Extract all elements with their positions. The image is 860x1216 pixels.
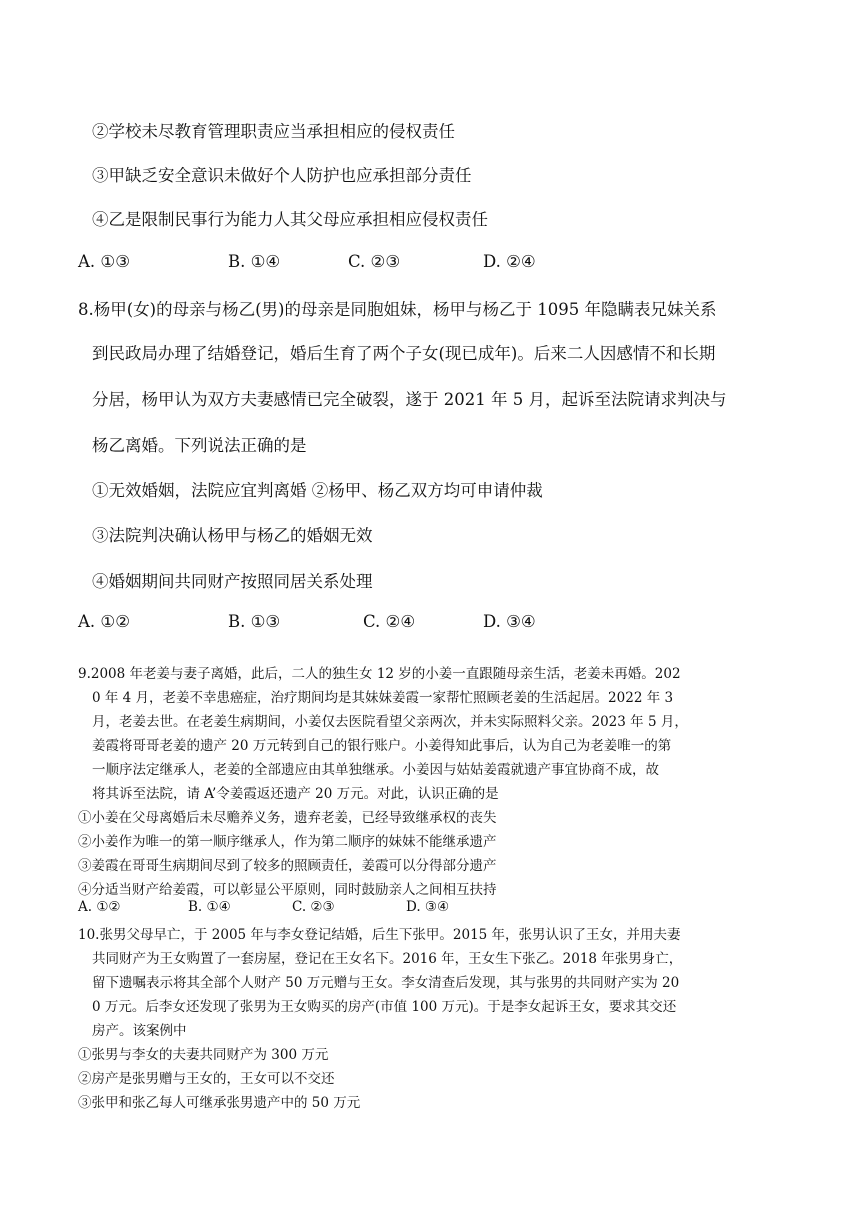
q9-option-b[interactable]: B. ①④ (188, 899, 231, 915)
q10-stem-line-4: 0 万元。后李女还发现了张男为王女购买的房产(市值 100 万元)。于是李女起诉王女，要求其交还 (92, 999, 677, 1015)
q8-option-c[interactable]: C. ②④ (363, 612, 416, 631)
q10-item-3: ③张甲和张乙每人可继承张男遗产中的 50 万元 (78, 1095, 361, 1111)
q9-option-a[interactable]: A. ①② (78, 899, 121, 915)
q8-option-d[interactable]: D. ③④ (483, 612, 536, 631)
q10-stem-line-2: 共同财产为王女购置了一套房屋，登记在王女名下。2016 年，王女生下张乙。2018 年张男身亡， (92, 951, 683, 967)
q8-item-1: ①无效婚姻，法院应宜判离婚 ②杨甲、杨乙双方均可申请仲裁 (92, 481, 543, 500)
q9-item-1: ①小姜在父母离婚后未尽赡养义务，遗弃老姜，已经导致继承权的丧失 (78, 810, 497, 826)
q9-option-c[interactable]: C. ②③ (292, 899, 335, 915)
q7-options (78, 252, 536, 271)
q9-stem-line-5: 一顺序法定继承人，老姜的全部遗应由其单独继承。小姜因与姑姑姜霞就遗产事宜协商不成，故 (92, 762, 659, 778)
q9-stem-line-2: 0 年 4 月，老姜不幸患癌症，治疗期间均是其妹妹姜霞一家帮忙照顾老姜的生活起居。2022 年 3 (92, 690, 674, 706)
q8-stem-line-4: 杨乙离婚。下列说法正确的是 (92, 436, 307, 455)
q9-options (78, 899, 449, 915)
q8-item-3: ③法院判决确认杨甲与杨乙的婚姻无效 (92, 526, 373, 545)
q10-item-2: ②房产是张男赠与王女的，王女可以不交还 (78, 1071, 335, 1087)
q8-stem-line-3: 分居，杨甲认为双方夫妻感情已完全破裂，遂于 2021 年 5 月，起诉至法院请求判决与 (92, 390, 727, 409)
q8-stem-line-2: 到民政局办理了结婚登记，婚后生育了两个子女(现已成年)。后来二人因感情不和长期 (92, 344, 716, 363)
q7-item-4: ④乙是限制民事行为能力人其父母应承担相应侵权责任 (92, 210, 488, 229)
q8-item-4: ④婚姻期间共同财产按照同居关系处理 (92, 572, 373, 591)
q9-item-4: ④分适当财产给姜霞，可以彰显公平原则，同时鼓励亲人之间相互扶持 (78, 882, 497, 898)
q9-option-d[interactable]: D. ③④ (406, 899, 450, 915)
q7-option-b[interactable]: B. ①④ (228, 252, 281, 271)
q8-stem-line-1: 8.杨甲(女)的母亲与杨乙(男)的母亲是同胞姐妹，杨甲与杨乙于 1095 年隐瞒表兄妹关系 (78, 300, 717, 319)
q7-item-2: ②学校未尽教育管理职责应当承担相应的侵权责任 (92, 122, 455, 141)
q10-item-1: ①张男与李女的夫妻共同财产为 300 万元 (78, 1047, 329, 1063)
q10-stem-line-3: 留下遗嘱表示将其全部个人财产 50 万元赠与王女。李女清查后发现，其与张男的共同财产实为 20 (92, 975, 680, 991)
q9-stem-line-1: 9.2008 年老姜与妻子离婚，此后，二人的独生女 12 岁的小姜一直跟随母亲生活，老姜未再婚。202 (78, 666, 681, 682)
q7-option-d[interactable]: D. ②④ (483, 252, 536, 271)
q8-option-a[interactable]: A. ①② (78, 612, 130, 631)
q8-option-b[interactable]: B. ①③ (228, 612, 281, 631)
q7-option-c[interactable]: C. ②③ (348, 252, 401, 271)
q8-options (78, 612, 536, 631)
q9-stem-line-4: 姜霞将哥哥老姜的遗产 20 万元转到自己的银行账户。小姜得知此事后，认为自己为老姜唯一的第 (92, 738, 672, 754)
q10-stem-line-1: 10.张男父母早亡，于 2005 年与李女登记结婚，后生下张甲。2015 年，张男认识了王女，并用夫妻 (78, 927, 681, 943)
q9-item-3: ③姜霞在哥哥生病期间尽到了较多的照顾责任，姜霞可以分得部分遗产 (78, 858, 497, 874)
q9-stem-line-6: 将其诉至法院，请 A’令姜霞返还遗产 20 万元。对此，认识正确的是 (92, 786, 499, 802)
q10-stem-line-5: 房产。该案例中 (92, 1023, 187, 1039)
q7-option-a[interactable]: A. ①③ (78, 252, 130, 271)
q7-item-3: ③甲缺乏安全意识未做好个人防护也应承担部分责任 (92, 166, 472, 185)
q9-item-2: ②小姜作为唯一的第一顺序继承人，作为第二顺序的妹妹不能继承遗产 (78, 834, 497, 850)
q9-stem-line-3: 月，老姜去世。在老姜生病期间，小姜仅去医院看望父亲两次，并未实际照料父亲。2023 年 5 月， (92, 714, 688, 730)
